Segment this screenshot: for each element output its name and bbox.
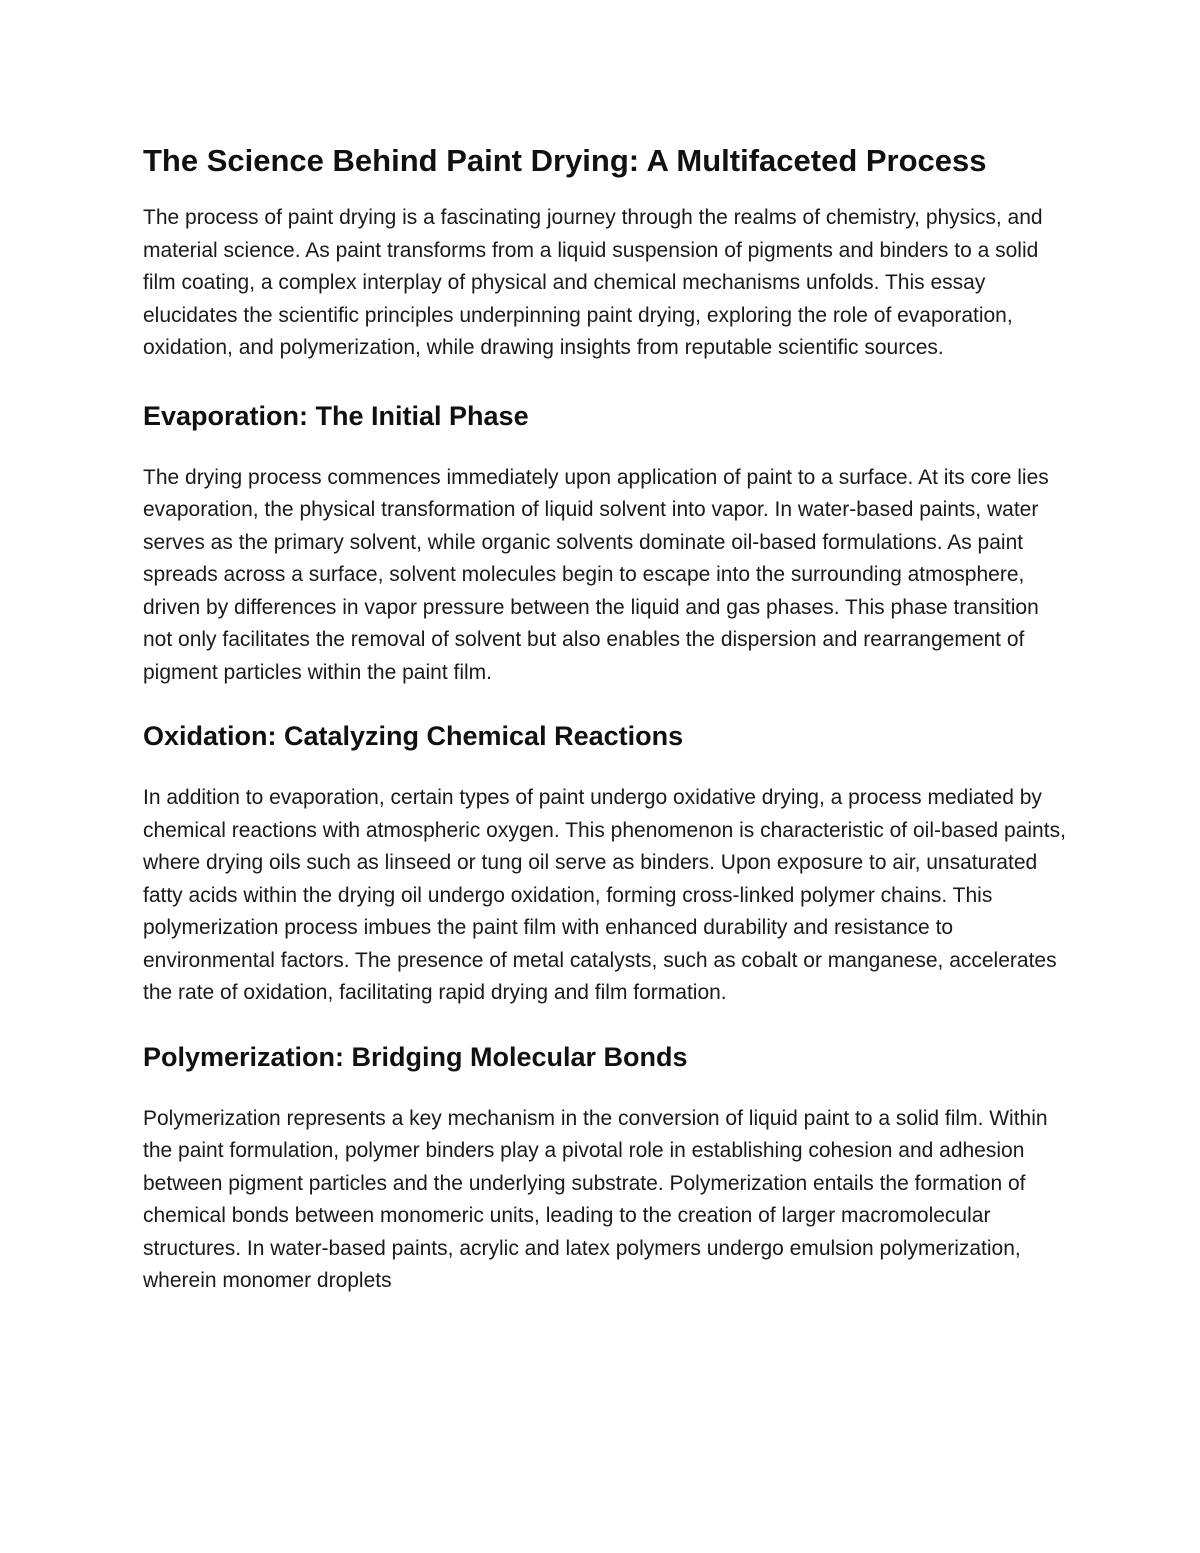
section-heading-oxidation: Oxidation: Catalyzing Chemical Reactions xyxy=(143,721,684,751)
document-page xyxy=(143,140,1068,1298)
section-body-polymerization: Polymerization represents a key mechanism in the conversion of liquid paint to a solid film. Within the paint formulation, polymer binders play a pivotal role in establishing cohesion and adhesion between pigment particles and the underlying substrate. Polymerization entails the formation of chemical bonds between monomeric units, leading to the creation of larger macromolecular structures. In water-based paints, acrylic and latex polymers undergo emulsion polymerization, wherein monomer droplets xyxy=(143,1106,1048,1292)
section-body-evaporation: The drying process commences immediately upon application of paint to a surface. At its core lies evaporation, the physical transformation of liquid solvent into vapor. In water-based paints, water serves as the primary solvent, while organic solvents dominate oil-based formulations. As paint spreads across a surface, solvent molecules begin to escape into the surrounding atmosphere, driven by differences in vapor pressure between the liquid and gas phases. This phase transition not only facilitates the removal of solvent but also enables the dispersion and rearrangement of pigment particles within the paint film. xyxy=(143,465,1049,684)
intro-paragraph: The process of paint drying is a fascinating journey through the realms of chemistry, physics, and material science. As paint transforms from a liquid suspension of pigments and binders to a solid film coating, a complex interplay of physical and chemical mechanisms unfolds. This essay elucidates the scientific principles underpinning paint drying, exploring the role of evaporation, oxidation, and polymerization, while drawing insights from reputable scientific sources. xyxy=(143,206,1043,359)
section-heading-polymerization: Polymerization: Bridging Molecular Bonds xyxy=(143,1041,688,1072)
section-heading-evaporation: Evaporation: The Initial Phase xyxy=(143,400,529,431)
document-title: The Science Behind Paint Drying: A Multifaceted Process xyxy=(143,143,987,178)
section-body-oxidation: In addition to evaporation, certain types of paint undergo oxidative drying, a process mediated by chemical reactions with atmospheric oxygen. This phenomenon is characteristic of oil-based paints, where drying oils such as linseed or tung oil serve as binders. Upon exposure to air, unsaturated fatty acids within the drying oil undergo oxidation, forming cross-linked polymer chains. This polymerization process imbues the paint film with enhanced durability and resistance to environmental factors. The presence of metal catalysts, such as cobalt or manganese, accelerates the rate of oxidation, facilitating rapid drying and film formation. xyxy=(143,786,1066,1004)
